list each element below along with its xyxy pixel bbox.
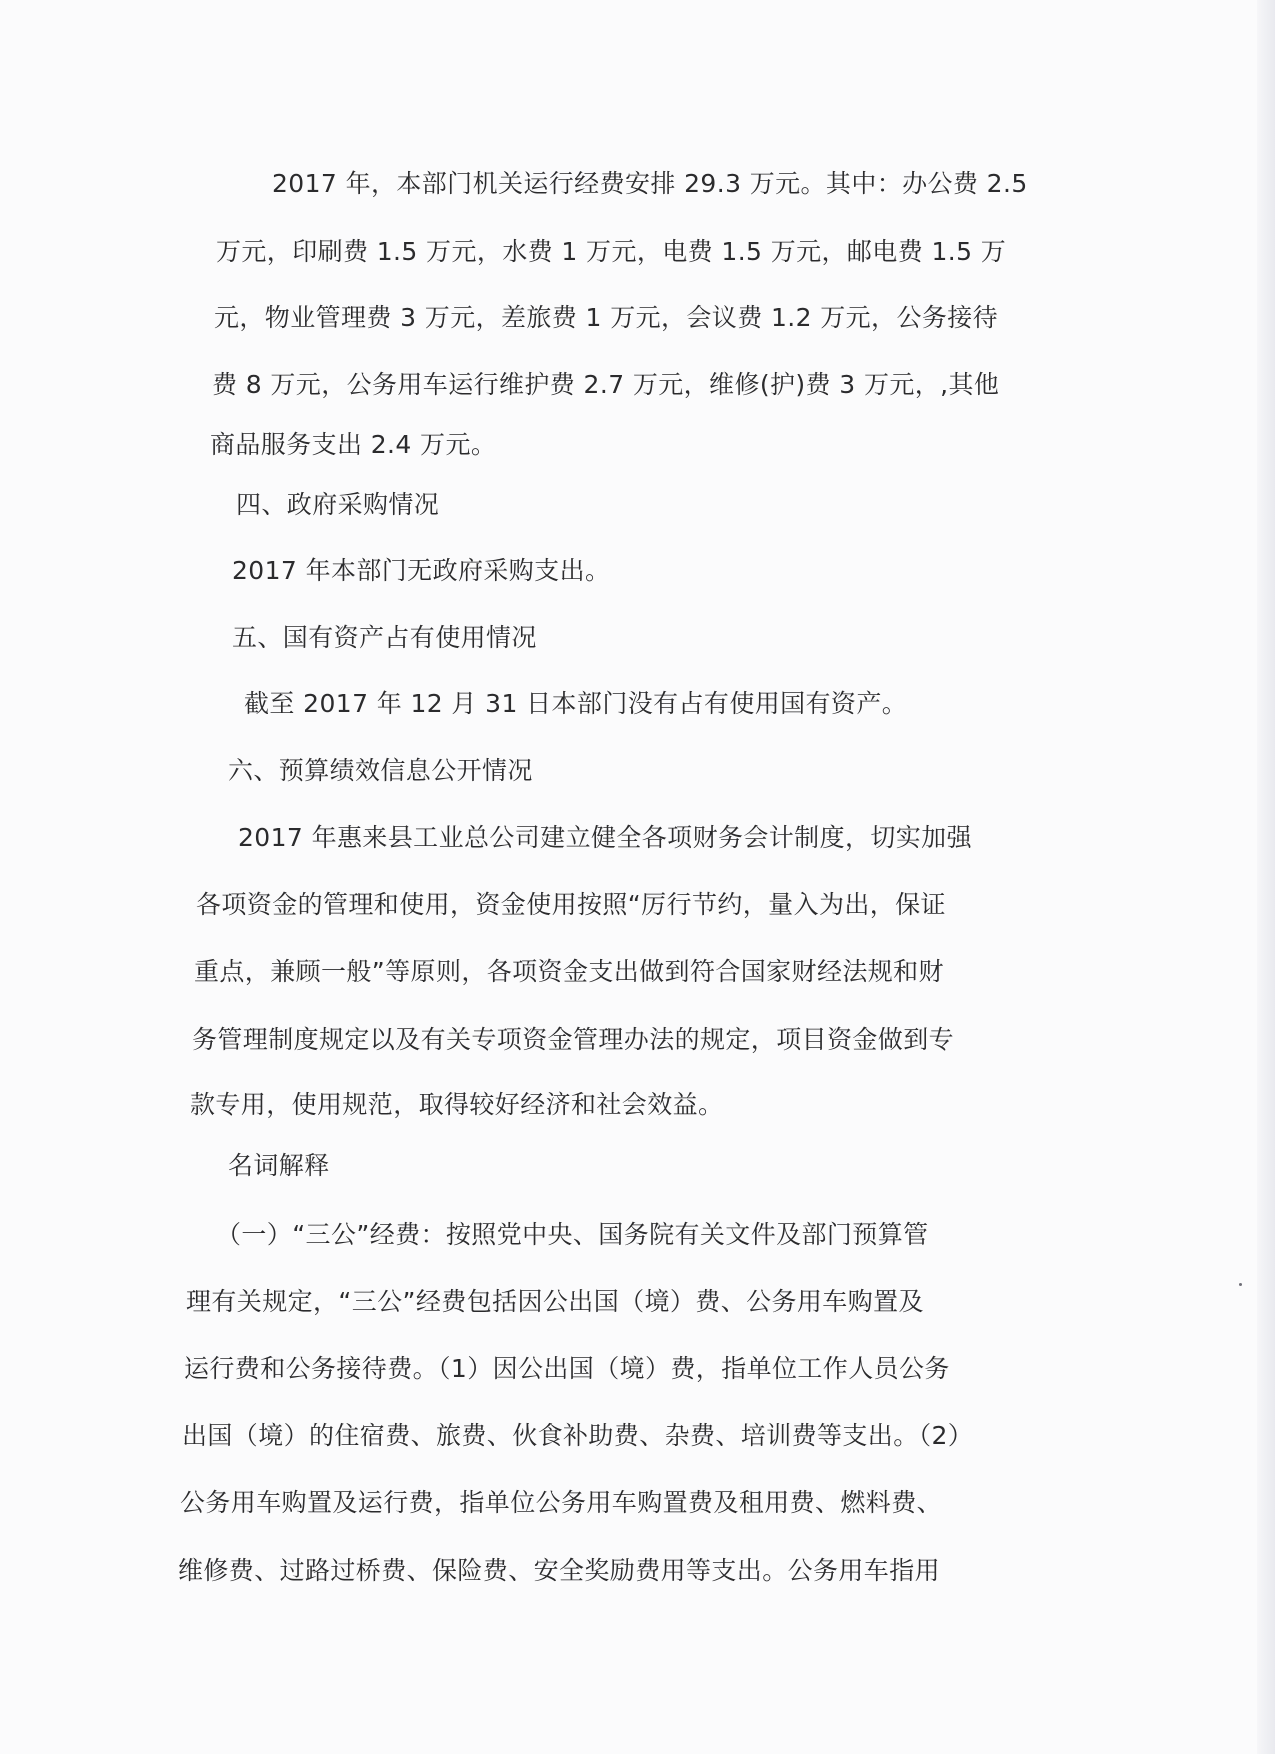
section-heading: 名词解释 (228, 1151, 330, 1180)
paragraph-line: 维修费、过路过桥费、保险费、安全奖励费用等支出。公务用车指用 (178, 1556, 941, 1585)
paragraph-line: 截至 2017 年 12 月 31 日本部门没有占有使用国有资产。 (244, 689, 908, 718)
paragraph-line: 理有关规定，“三公”经费包括因公出国（境）费、公务用车购置及 (186, 1287, 924, 1316)
paragraph-line: 商品服务支出 2.4 万元。 (210, 430, 497, 459)
paragraph-line: 运行费和公务接待费。（1）因公出国（境）费，指单位工作人员公务 (184, 1354, 950, 1383)
paragraph-line: 万元，印刷费 1.5 万元，水费 1 万元，电费 1.5 万元，邮电费 1.5 万 (216, 237, 1007, 266)
paragraph-line: 费 8 万元，公务用车运行维护费 2.7 万元，维修(护)费 3 万元，,其他 (212, 370, 1000, 399)
paragraph-line: 出国（境）的住宿费、旅费、伙食补助费、杂费、培训费等支出。（2） (182, 1421, 974, 1450)
paragraph-line: 元，物业管理费 3 万元，差旅费 1 万元，会议费 1.2 万元，公务接待 (214, 303, 999, 332)
paragraph-line: 2017 年，本部门机关运行经费安排 29.3 万元。其中：办公费 2.5 (272, 169, 1028, 198)
paragraph-line: 2017 年惠来县工业总公司建立健全各项财务会计制度，切实加强 (238, 823, 972, 852)
paragraph-line: 务管理制度规定以及有关专项资金管理办法的规定，项目资金做到专 (192, 1025, 955, 1054)
section-heading: 五、国有资产占有使用情况 (232, 623, 537, 652)
scan-edge-shadow (1257, 0, 1275, 1754)
paragraph-line: 重点，兼顾一般”等原则，各项资金支出做到符合国家财经法规和财 (194, 957, 944, 986)
section-heading: 四、政府采购情况 (236, 490, 440, 519)
paragraph-line: 各项资金的管理和使用，资金使用按照“厉行节约，量入为出，保证 (196, 890, 946, 919)
section-heading: 六、预算绩效信息公开情况 (228, 756, 533, 785)
paragraph-line: 款专用，使用规范，取得较好经济和社会效益。 (190, 1090, 724, 1119)
paragraph-line: 2017 年本部门无政府采购支出。 (232, 556, 611, 585)
paragraph-line: （一）“三公”经费：按照党中央、国务院有关文件及部门预算管 (216, 1220, 929, 1249)
paragraph-line: 公务用车购置及运行费，指单位公务用车购置费及租用费、燃料费、 (180, 1488, 943, 1517)
scan-speck (1239, 1283, 1242, 1286)
